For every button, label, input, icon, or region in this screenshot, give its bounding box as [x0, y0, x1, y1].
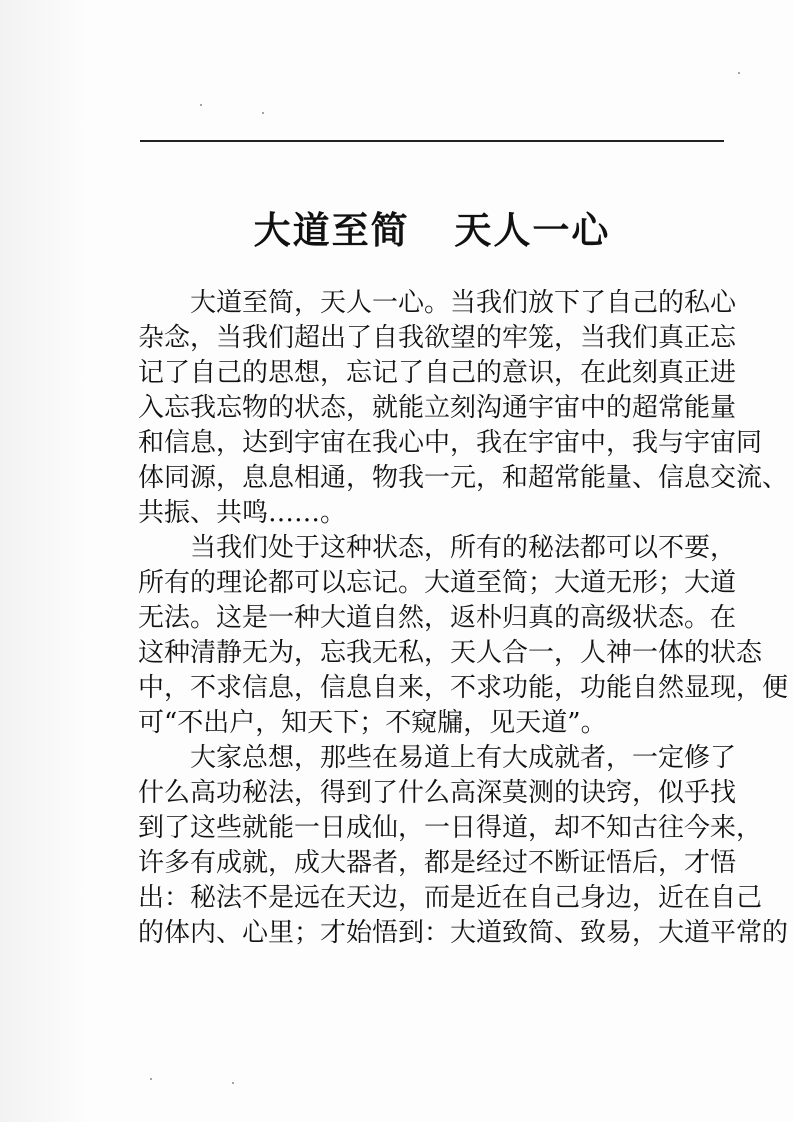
- text-line: 到了这些就能一日成仙，一日得道，却不知古往今来，: [138, 813, 763, 843]
- scan-shadow: [0, 0, 90, 1122]
- body-text: [138, 286, 789, 951]
- text-line: 和信息，达到宇宙在我心中，我在宇宙中，我与宇宙同: [138, 428, 763, 458]
- scan-speck: [262, 112, 264, 114]
- text-line: 无法。这是一种大道自然，返朴归真的高级状态。在: [138, 603, 737, 633]
- text-line: 当我们处于这种状态，所有的秘法都可以不要，: [190, 533, 737, 563]
- text-line: 记了自己的思想，忘记了自己的意识，在此刻真正进: [138, 358, 737, 388]
- scan-speck: [150, 1078, 152, 1080]
- text-line: 中，不求信息，信息自来，不求功能，功能自然显现，便: [138, 673, 789, 703]
- chapter-title: 大道至简 天人一心: [253, 209, 611, 252]
- text-line: 的体内、心里；才始悟到：大道致简、致易，大道平常的: [138, 918, 789, 948]
- text-line: 共振、共鸣……。: [138, 498, 347, 528]
- text-line: 许多有成就，成大器者，都是经过不断证悟后，才悟: [138, 848, 737, 878]
- text-line: 大道至简，天人一心。当我们放下了自己的私心: [190, 288, 737, 318]
- scan-speck: [232, 1082, 234, 1084]
- text-line: 可“不出户，知天下；不窥牖，见天道”。: [138, 708, 607, 738]
- text-line: 入忘我忘物的状态，就能立刻沟通宇宙中的超常能量: [138, 393, 737, 423]
- text-line: 出：秘法不是远在天边，而是近在自己身边，近在自己: [138, 883, 763, 913]
- text-line: 什么高功秘法，得到了什么高深莫测的诀窍，似乎找: [138, 778, 737, 808]
- text-line: 这种清静无为，忘我无私，天人合一，人神一体的状态: [138, 638, 763, 668]
- header-rule: [140, 140, 724, 142]
- text-line: 所有的理论都可以忘记。大道至简；大道无形；大道: [138, 568, 737, 598]
- text-line: 体同源，息息相通，物我一元，和超常能量、信息交流、: [138, 463, 789, 493]
- scan-speck: [738, 72, 740, 74]
- scan-speck: [200, 104, 202, 106]
- text-line: 大家总想，那些在易道上有大成就者，一定修了: [190, 743, 737, 773]
- text-line: 杂念，当我们超出了自我欲望的牢笼，当我们真正忘: [138, 323, 737, 353]
